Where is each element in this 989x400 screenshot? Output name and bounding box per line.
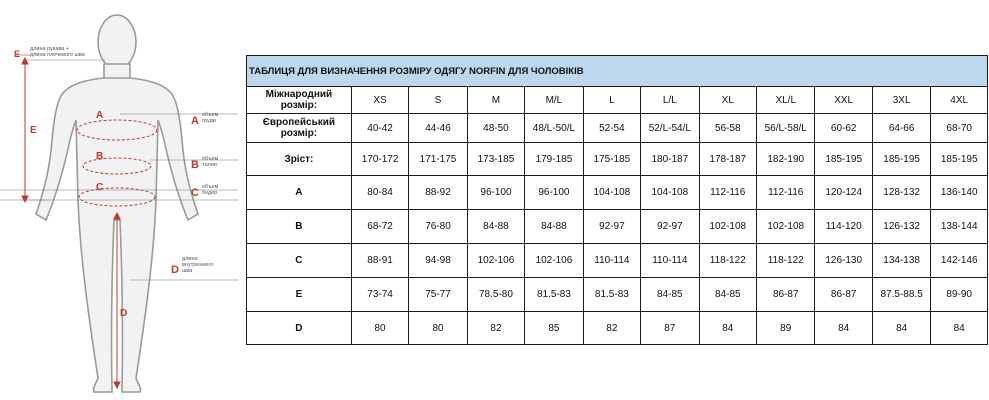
label-c: объем бедер <box>202 184 219 197</box>
table-cell: 110-114 <box>641 244 699 278</box>
table-cell: 84 <box>931 312 988 345</box>
label-a: объем груди <box>202 112 219 125</box>
table-cell: XS <box>351 87 408 114</box>
table-cell: 60-62 <box>815 114 872 143</box>
table-cell: M <box>467 87 524 114</box>
table-cell: 136-140 <box>931 176 988 210</box>
row-header: Міжнародний розмір: <box>247 87 352 114</box>
table-cell: 85 <box>525 312 583 345</box>
table-cell: 185-195 <box>931 143 988 176</box>
table-cell: L/L <box>641 87 699 114</box>
table-cell: S <box>409 87 467 114</box>
letter-c-body: C <box>96 182 104 193</box>
table-cell: 128-132 <box>872 176 930 210</box>
table-cell: 185-195 <box>872 143 930 176</box>
table-row <box>247 176 988 210</box>
table-cell: 175-185 <box>583 143 640 176</box>
table-cell: 64-66 <box>872 114 930 143</box>
table-cell: 76-80 <box>409 210 467 244</box>
table-cell: 138-144 <box>931 210 988 244</box>
table-cell: 182-190 <box>757 143 815 176</box>
table-cell: 84-85 <box>699 278 756 312</box>
table-cell: 3XL <box>872 87 930 114</box>
table-cell: 52-54 <box>583 114 640 143</box>
table-cell: 81.5-83 <box>525 278 583 312</box>
table-cell: 73-74 <box>351 278 408 312</box>
table-cell: 84 <box>699 312 756 345</box>
table-cell: 56-58 <box>699 114 756 143</box>
table-cell: XL/L <box>757 87 815 114</box>
table-cell: 114-120 <box>815 210 872 244</box>
table-row <box>247 210 988 244</box>
table-cell: 126-130 <box>815 244 872 278</box>
table-cell: 89-90 <box>931 278 988 312</box>
table-cell: 75-77 <box>409 278 467 312</box>
table-cell: 170-172 <box>351 143 408 176</box>
table-cell: 118-122 <box>699 244 756 278</box>
table-cell: 86-87 <box>815 278 872 312</box>
table-cell: 84 <box>872 312 930 345</box>
table-cell: 52/L-54/L <box>641 114 699 143</box>
letter-b: B <box>191 159 199 171</box>
table-cell: 86-87 <box>757 278 815 312</box>
table-row <box>247 244 988 278</box>
table-cell: 89 <box>757 312 815 345</box>
table-cell: 180-187 <box>641 143 699 176</box>
table-cell: 134-138 <box>872 244 930 278</box>
letter-d: D <box>171 264 179 276</box>
row-header: Зріст: <box>247 143 352 176</box>
table-cell: 96-100 <box>525 176 583 210</box>
label-d: длина внутреннего шва <box>182 256 214 275</box>
row-header: A <box>247 176 352 210</box>
table-title-row <box>247 56 988 87</box>
table-cell: 126-132 <box>872 210 930 244</box>
letter-a: A <box>191 115 199 127</box>
table-cell: 80 <box>351 312 408 345</box>
table-cell: 4XL <box>931 87 988 114</box>
table-cell: 120-124 <box>815 176 872 210</box>
table-title: ТАБЛИЦЯ ДЛЯ ВИЗНАЧЕННЯ РОЗМІРУ ОДЯГУ NORFIN ДЛЯ ЧОЛОВІКІВ <box>247 56 988 87</box>
row-header: B <box>247 210 352 244</box>
table-cell: 118-122 <box>757 244 815 278</box>
table-cell: 68-70 <box>931 114 988 143</box>
table-cell: 102-106 <box>525 244 583 278</box>
table-cell: 48-50 <box>467 114 524 143</box>
table-cell: 104-108 <box>641 176 699 210</box>
table-cell: 56/L-58/L <box>757 114 815 143</box>
table-cell: M/L <box>525 87 583 114</box>
table-cell: 84-88 <box>467 210 524 244</box>
table-cell: 102-108 <box>699 210 756 244</box>
table-row <box>247 143 988 176</box>
table-row <box>247 87 988 114</box>
table-cell: 80 <box>409 312 467 345</box>
table-cell: 173-185 <box>467 143 524 176</box>
label-b: объем талии <box>202 156 219 169</box>
table-cell: XL <box>699 87 756 114</box>
table-cell: 88-92 <box>409 176 467 210</box>
letter-d-body: D <box>120 308 128 319</box>
table-cell: 92-97 <box>641 210 699 244</box>
table-cell: 102-106 <box>467 244 524 278</box>
table-cell: XXL <box>815 87 872 114</box>
table-cell: 110-114 <box>583 244 640 278</box>
letter-e-top: E <box>14 49 21 59</box>
table-cell: 84 <box>815 312 872 345</box>
table-cell: 96-100 <box>467 176 524 210</box>
table-row <box>247 114 988 143</box>
table-cell: 87.5-88.5 <box>872 278 930 312</box>
letter-c: C <box>191 187 199 199</box>
letter-b-body: B <box>96 151 104 162</box>
table-cell: 88-91 <box>351 244 408 278</box>
table-cell: 112-116 <box>757 176 815 210</box>
table-cell: 102-108 <box>757 210 815 244</box>
table-cell: 82 <box>583 312 640 345</box>
table-cell: 68-72 <box>351 210 408 244</box>
row-header: E <box>247 278 352 312</box>
table-cell: 112-116 <box>699 176 756 210</box>
table-cell: 82 <box>467 312 524 345</box>
row-header: D <box>247 312 352 345</box>
table-cell: 40-42 <box>351 114 408 143</box>
table-cell: 78.5-80 <box>467 278 524 312</box>
table-cell: 185-195 <box>815 143 872 176</box>
measurement-figure <box>0 0 238 400</box>
row-header: C <box>247 244 352 278</box>
table-row <box>247 278 988 312</box>
table-cell: 44-46 <box>409 114 467 143</box>
table-cell: 94-98 <box>409 244 467 278</box>
row-header: Європейський розмір: <box>247 114 352 143</box>
table-cell: 179-185 <box>525 143 583 176</box>
table-cell: 84-85 <box>641 278 699 312</box>
table-cell: 104-108 <box>583 176 640 210</box>
label-e: длина рукава + длина плечевого шва <box>30 46 85 59</box>
body-silhouette <box>0 0 238 400</box>
table-cell: 80-84 <box>351 176 408 210</box>
table-cell: 171-175 <box>409 143 467 176</box>
table-cell: 87 <box>641 312 699 345</box>
table-cell: 178-187 <box>699 143 756 176</box>
table-row <box>247 312 988 345</box>
letter-e: E <box>30 125 37 136</box>
table-cell: 81.5-83 <box>583 278 640 312</box>
table-cell: 48/L-50/L <box>525 114 583 143</box>
table-cell: L <box>583 87 640 114</box>
size-table <box>246 55 988 345</box>
letter-a-body: A <box>96 110 104 121</box>
table-cell: 142-146 <box>931 244 988 278</box>
table-cell: 92-97 <box>583 210 640 244</box>
table-cell: 84-88 <box>525 210 583 244</box>
